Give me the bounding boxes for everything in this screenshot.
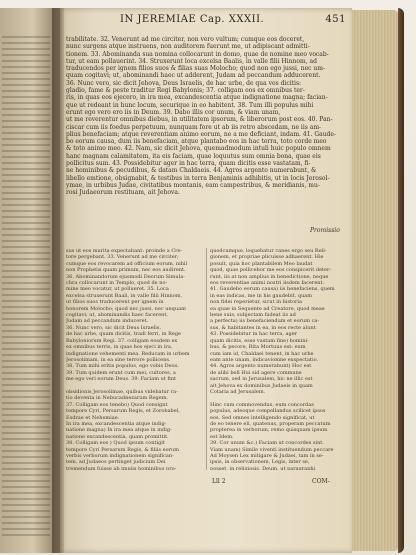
body-line: hanc magnam calamitatem, ita eis faciam, quae loquutus sum omnia bona, quae eis	[66, 152, 321, 160]
body-line: plius benefaciam; atque reverentiam animo eorum, ne a me deficiant, indam. 41. Gaude-	[66, 130, 336, 138]
commentary-line: tremendum fuisse ab impiis hominibus pro-	[66, 465, 177, 470]
commentary-line: 39. Tum quidem erunt cum mei, cultores, a	[66, 369, 176, 376]
commentary-line: Ad Moysen Lex mitigare & Judaei, tam in se-	[210, 453, 324, 459]
commentary-line: quodcumque, loquebatur canes ergo seu Reli-	[210, 248, 327, 254]
commentary-line: Hinc cum commovendus, eum concordas	[210, 401, 314, 408]
commentary-line: mine meo vocatur, ut pollueret. 35. Loca	[66, 286, 169, 293]
commentary-line: propterea in verborum, remo quisquam ipsum	[210, 427, 328, 434]
commentary-line: a perfecta) iis benefaciendum et eorum ca-	[210, 318, 320, 325]
commentary-line: 37. Colligam eos tenebo) Quod consignt	[66, 401, 168, 408]
commentary-line: me ego veri eorum Deus. 39. Faciam ut fint	[66, 376, 176, 383]
body-line: ut me reverentur omnibus diebus, in utilitatem ipsorum, & liberorum post eos. 40. Pan-	[66, 116, 333, 124]
commentary-line: cum iam id, Chaldaei tenent, in hac urbe	[210, 350, 314, 357]
commentary-line: 43. Possidebitur in hac terra, ager	[210, 331, 298, 338]
body-line: tionem. 33. Abominanda sua nomina collocarunt in domo, quae de nomine meo vocab-	[66, 50, 329, 58]
commentary-column-right	[210, 248, 348, 470]
commentary-line: 38. Colligam eos ) Quod ipsum contigit	[66, 440, 165, 447]
commentary-line: ipsis, in observationem, Legis, inter se,	[210, 459, 310, 466]
body-line: tur, ut eam pollauerint. 34. Struxerunt loca excelsa Baalis, in valle filii Hinnom, ad	[66, 57, 317, 65]
commentary-line: est Idem.	[210, 433, 234, 440]
column-divider	[206, 248, 207, 470]
commentary-line: gionem, et propriae plicuisse adhaerent. Hie	[210, 254, 324, 261]
commentary-line: Cotaria ad Jerusalem.	[210, 388, 266, 395]
book-gutter	[52, 8, 64, 553]
commentary-line: sus ut eos marita expectabant: proinde a Cre-	[66, 248, 183, 254]
commentary-line: populus, adeoque compellandus scilicet ipsos	[210, 408, 326, 415]
body-line: ris, in quas eos ejecero, in ira mea, excandescentia atque indignatione magna; facian-	[66, 94, 328, 102]
catchword: COM-	[312, 478, 330, 485]
body-line: rosi Judaeorum restituam, ait Jehova.	[66, 189, 180, 197]
commentary-line: in eas indicas, me in his gaudebit, quam	[210, 292, 313, 299]
commentary-line: bus, & pecore, Rita Mortuus est: eum	[210, 344, 306, 351]
body-line: trabilitate. 32. Venerunt ad me circiter, non vero vultum; cumque eos doceret,	[66, 36, 305, 43]
commentary-line: 36. Abominandorum ejusmodi Deorum Simula-	[66, 273, 185, 280]
commentary-line: 38. Tum mihi eritis populus, ego vobis Deus.	[66, 363, 179, 370]
commentary-line: tio deventa in Nebucadnezarum Regem.	[66, 395, 169, 402]
commentary-line: indignatione vehementi mea. Reducam in urbem	[66, 350, 190, 357]
commentary-line: eam ante unam, indicaviomne exspectatio.	[210, 356, 319, 363]
body-line: ciscar cum iis foedus perpetuum, nunquam fore ut ab iis retro abscedam, ne iis am-	[66, 123, 322, 131]
body-line: ne hominibus & pecudibus, & datam Chaldaeis. 44. Agros argento numerabunt, &	[66, 167, 317, 175]
commentary-line: cumque eos revocarem ad officium eorum, nihil	[66, 260, 188, 267]
commentary-line: ex omnibus terris, in quas hos ejeci in ira,	[66, 344, 173, 351]
commentary-line: tore pergebant. 33. Venerunt ad me circiter;	[66, 254, 179, 261]
commentary-line: chra collocarunt in Templo, quod de no-	[66, 280, 168, 287]
body-line: erunt ego vero ero iis in Deum. 39. Dabo illis cor unum, & viam unam,	[66, 108, 281, 116]
commentary-line: Judam ad peccandum induceret.	[66, 318, 149, 325]
commentary-line: natione magna) In ira mea atque in indig-	[66, 427, 172, 434]
commentary-line: Viam unam) Simile viventi instituendum peccare	[210, 446, 334, 453]
commentary-line: de hac urbe, quam dicitis, tradi ferri, in Rege	[66, 331, 182, 338]
commentary-line: bene suis, subjectam fadeat iis ad	[210, 312, 296, 319]
running-header	[90, 14, 346, 30]
commentary-line: Babyloniorum Regi. 37. colligam eosdem ex	[66, 337, 178, 344]
body-line: bo eorum causa, dum iis benefaciam, atque plantabo eos in hac terra, toto corde meo	[66, 138, 327, 146]
body-line: nunc surgens atque instruens, non auditorem fuerunt me, ut adipiscant admitti-	[66, 43, 310, 51]
cover-edge	[398, 8, 404, 553]
commentary-line: tempore Cyri, Persarum Regis, et Zorobabel,	[66, 408, 180, 415]
page-number: 451	[325, 14, 346, 25]
body-line: quam cogitavi; ut, abominandi haec ut adderent, Judam ad peccandum adducerent.	[66, 72, 321, 80]
commentary-line: natione excandescentia, quam promittit.	[66, 433, 169, 440]
commentary-line: ut filios suos traducerent per ignem in	[66, 299, 164, 306]
commentary-line: 41. Gaudebo eorum causa) iis benefaciens, quem	[210, 286, 335, 293]
commentary-line: ait Jehova ex dominibus Judaeis in quam	[210, 382, 313, 389]
commentary-line: cogitavi; ut, abominandis haec facerent,	[66, 312, 168, 319]
commentary-line: 36. Nunc vero, sic dicit Deus Israelis,	[66, 324, 162, 331]
commentary-line: verbis verborum indignationem significan-	[66, 453, 174, 459]
commentary-line: 44. Agros argento numerabunt) Hoc est	[210, 363, 312, 370]
body-line: traducendos per ignem filios suos & filias suas Molocho; quod non ego jussi, nec um-	[66, 65, 326, 73]
signature-mark: Lll 2	[212, 478, 226, 485]
commentary-line: sacrum, sed in Jerusalem, hic ne illic est	[210, 376, 313, 383]
commentary-line: non fidei reperietur, sicut in historia	[210, 299, 302, 306]
commentary-line: posset, in religiosis, Deum, ut paragraphi	[210, 465, 316, 470]
commentary-line: eos. Sed omnes intelligendo significat, ut	[210, 414, 315, 421]
commentary-column-left	[66, 248, 202, 470]
commentary-line: quam dicitis, esse vastam fine) homini-	[210, 337, 309, 344]
commentary-line: tempore Cyri Persarum Regis, & filiis eorum	[66, 446, 179, 453]
commentary-line: runt, iis at non amplius in benedictione, neque	[210, 273, 329, 280]
left-page	[0, 8, 60, 553]
body-line: que ut redeant in hunc locum, securique in eo habitent. 38. Tum illi populus mihi	[66, 101, 314, 109]
commentary-line: In ira mea, excandescentia atque indig-	[66, 420, 167, 427]
commentary-line: tem, ad Judaeos pertinget judicium Dei	[66, 459, 166, 466]
commentary-line: de alibi bell Hui sid agere commune	[210, 369, 302, 376]
commentary-line: de eo tenere eli, quatenus, properam peccatum	[210, 420, 331, 427]
commentary-line: eos reverentiae animi nostri iisdem facerent.	[210, 280, 325, 287]
commentary-line: non Prophetis quam primum, nec eos audirent.	[66, 267, 186, 274]
commentary-line: obsidionis Jerosolimae, quibus videbatur ra-	[66, 388, 178, 395]
page-block-edge	[352, 10, 398, 551]
commentary-line: honorem Molocho; quod nec jussi, nec unquam	[66, 305, 186, 312]
body-line: ymae, in urbibus Judae, civitatibus montanis, eam campestribus, & meridianis, mu-	[66, 181, 320, 189]
commentary-line: sus, & habitantes in ea, in eos recte alunt	[210, 324, 316, 331]
body-line: libello emtione, obsignabit, & testibus in terra Benjaminis adhibitis, ut in locis Jerosol-	[66, 174, 330, 182]
commentary-line: ea quae in Sequente ad Creatore, quod meae	[210, 305, 325, 312]
main-text-block	[66, 36, 346, 246]
left-page-text-edge	[2, 36, 50, 536]
commentary-line: posuit, quia hoc plantabilem Meo laudat	[210, 260, 313, 267]
chapter-heading: IN JEREMIAE Cap. XXXII.	[120, 14, 265, 25]
commentary-line: Jerosolimam, in ea sine terrore pollicens.	[66, 356, 171, 363]
body-line: 36. Nunc vero, sic dicit Jehova, Deus Israelis, de hac urbe, de qua vos dicitis:	[66, 79, 302, 87]
commentary-line: quod, quae pollicebor me eos conspicerit deter-	[210, 267, 332, 274]
commentary-line: 39. Cor unum &c.) Faciam ut concordes sint.	[210, 440, 324, 447]
commentary-line: excelsa struxerunt Baali, in valle filii Hinnom,	[66, 292, 183, 299]
margin-note: Promissio	[310, 227, 340, 234]
body-line: pollicitus sum. 43. Possidebitur ager in hac terra, quam dicitis esse vastatam, fi-	[66, 160, 311, 168]
body-line: gladio, fame & peste traditur Regi Babylonis; 37. colligam eos ex omnibus ter-	[66, 87, 305, 95]
commentary-line: Esdrae et Nehemiae.	[66, 414, 120, 421]
body-line: & toto animo meo. 42. Nam, sic dicit Jehova, quemadmodum intuli huic populo omnem	[66, 145, 331, 153]
